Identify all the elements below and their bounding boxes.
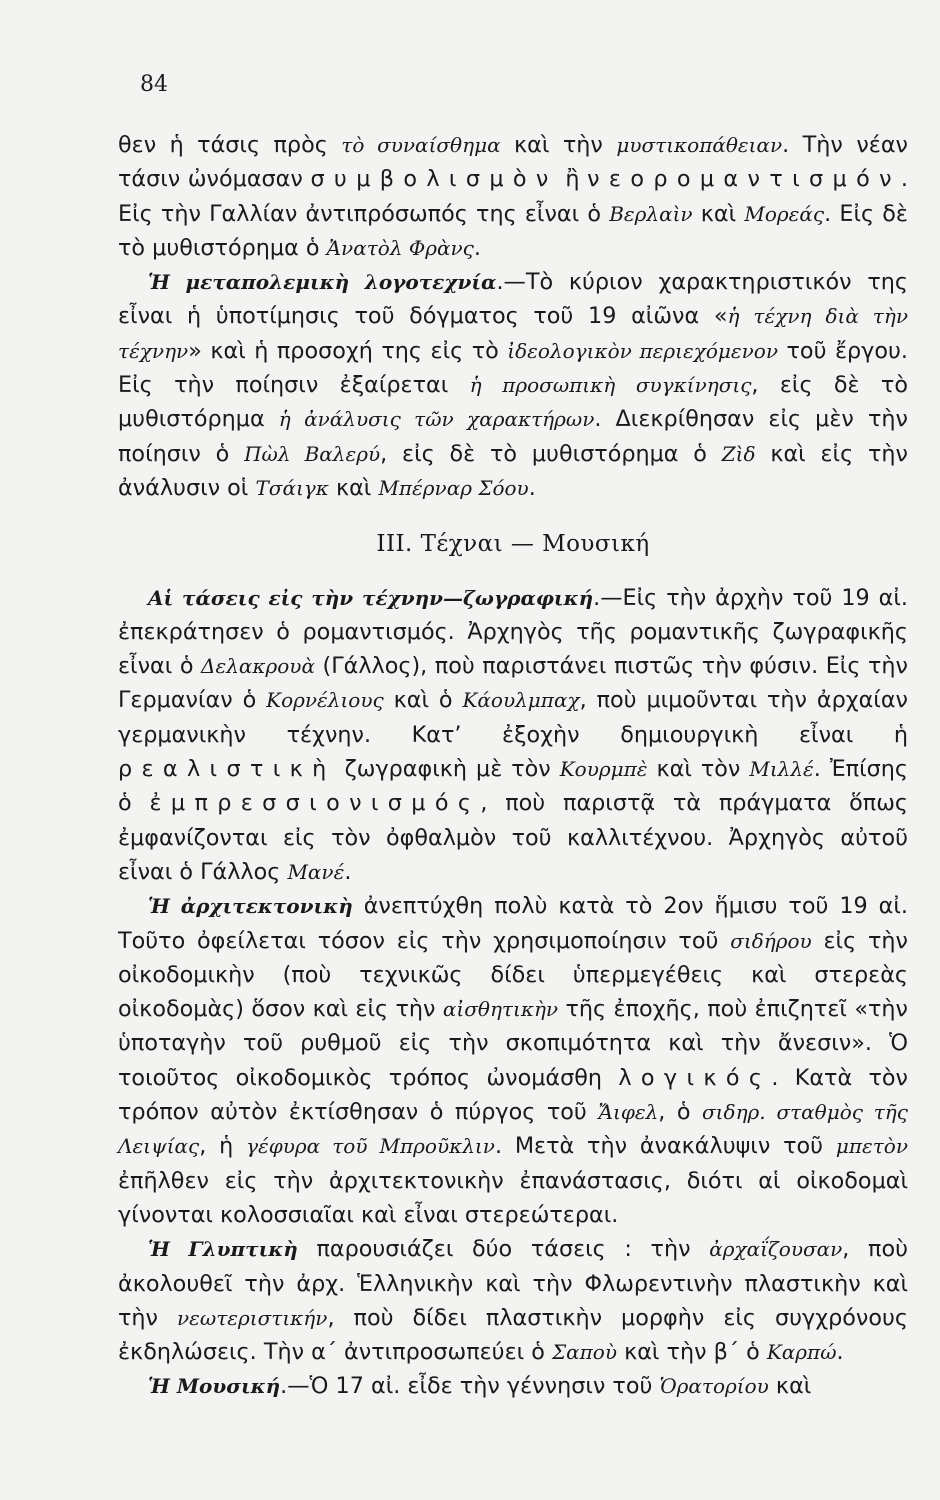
italic-term: ἡ προσωπικὴ συγκίνησις (469, 373, 752, 398)
text: . Διεκρίθησαν εἰς μὲν τὴν ποίησιν ὁ (118, 406, 908, 467)
text: » καὶ ἡ προσοχή της εἰς τὸ (188, 337, 508, 364)
italic-term: τὸ συναίσθημα (341, 133, 501, 157)
italic-term: αἰσθητικὴν (442, 997, 559, 1022)
text: , ποὺ ἀκολουθεῖ τὴν ἀρχ. Ἑλληνικὴν καὶ τὴν Φλωρεντινὴν πλαστικὴν καὶ τὴν (118, 1236, 908, 1331)
text: ἐπῆλθεν εἰς τὴν ἀρχιτεκτονικὴν ἐπανάστασις, διότι αἱ οἰκοδομαὶ γίνονται κολοσσιαῖαι καὶ εἶναι στερεώτεραι. (118, 1167, 908, 1228)
text: εἰς τὴν οἰκοδομικὴν (ποὺ τεχνικῶς δίδει ὑπερμεγέθεις καὶ στερεὰς οἰκοδομὰς) ὅσον καὶ εἰς τὴν (118, 927, 909, 1023)
italic-term: μπετὸν (835, 1134, 908, 1159)
text: καὶ τὴν (500, 132, 617, 158)
text: , εἰς δὲ τὸ μυθιστόρημα (118, 372, 908, 433)
italic-term: νεωτεριστικήν (177, 1305, 328, 1330)
paragraph-symbolism (118, 128, 908, 265)
text: θεν ἡ τάσις πρὸς (118, 132, 342, 158)
spaced-term: νεορομαντισμόν (587, 166, 901, 193)
paragraph-architecture (118, 889, 908, 1232)
text: καὶ (768, 1373, 812, 1400)
italic-name: Μορεάς (744, 201, 825, 226)
italic-name: Μιλλέ (749, 757, 814, 782)
italic-term: σιδήρου (730, 928, 812, 953)
spaced-term: συμβολισμὸν (310, 166, 558, 193)
text: καὶ εἰς τὴν ἀνάλυσιν οἱ (118, 440, 908, 501)
italic-name: Κάουλμπαχ (462, 688, 580, 713)
spaced-term: ἐμπρεσσιονισμός (149, 790, 481, 817)
paragraph-heading: Ἡ Μουσική (148, 1374, 281, 1399)
text: (Γάλλος), ποὺ παριστάνει πιστῶς τὴν φύσιν. Εἰς τὴν Γερμανίαν ὁ (118, 653, 908, 714)
italic-name: Πὼλ Βαλερύ (244, 441, 381, 466)
paragraph-postwar-literature (118, 265, 908, 505)
paragraph-music (118, 1369, 908, 1403)
text: . Ἐπίσης ὁ (118, 756, 908, 817)
text: ἢ (557, 166, 588, 193)
paragraph-heading: Ἡ Γλυπτικὴ (148, 1237, 298, 1262)
italic-name: Βερλαὶν (609, 201, 693, 226)
italic-name: Τσάιγκ (255, 475, 329, 500)
page-number: 84 (140, 72, 168, 97)
text: . (344, 858, 352, 885)
paragraph-heading: Ἡ ἀρχιτεκτονικὴ (148, 894, 353, 919)
text: καὶ ὁ (383, 687, 463, 714)
italic-name: Σαποὺ (551, 1340, 617, 1365)
italic-name: γέφυρα τοῦ Μπροῦκλιν (246, 1134, 495, 1159)
italic-term: μυστικοπάθειαν (616, 133, 783, 157)
text: . Μετὰ τὴν ἀνακάλυψιν τοῦ (494, 1133, 836, 1160)
text: , ποὺ παριστᾷ τὰ πράγματα ὅπως ἐμφανίζονται εἰς τὸν ὀφθαλμὸν τοῦ καλλιτέχνου. Ἀρχηγὸς αὐτοῦ εἶναι ὁ Γάλλος (118, 790, 908, 885)
body-text (118, 128, 908, 1404)
italic-name: Δελακρουὰ (201, 654, 315, 679)
text: . Τὴν νέαν τάσιν ὠνόμασαν (118, 132, 908, 193)
text: τοῦ ἔργου. Εἰς τὴν ποίησιν ἐξαίρεται (118, 337, 908, 399)
spaced-term: ρεαλιστικὴ (118, 756, 336, 783)
paragraph-heading: Ἡ μεταπολεμικὴ λογοτεχνία (148, 270, 497, 295)
italic-name: σιδηρ. σταθμὸς τῆς Λειψίας (118, 1100, 908, 1159)
italic-name: Ἄιφελ (598, 1100, 659, 1125)
text: , ποὺ μιμοῦνται τὴν ἀρχαίαν γερμανικὴν τέχνην. Κατ’ ἐξοχὴν δημιουργικὴ εἶναι ἡ (118, 687, 909, 748)
text: .—Ὁ 17 αἰ. εἶδε τὴν γέννησιν τοῦ (280, 1373, 660, 1400)
spaced-term: λογικός (618, 1064, 772, 1091)
text: , ποὺ δίδει πλαστικὴν μορφὴν εἰς συγχρόνους ἐκδηλώσεις. Τὴν α΄ ἀντιπροσωπεύει ὁ (118, 1304, 908, 1366)
text: . Εἰς δὲ τὸ μυθιστόρημα ὁ (118, 200, 908, 261)
text: . (473, 234, 481, 261)
text: .—Εἰς τὴν ἀρχὴν τοῦ 19 αἰ. ἐπεκράτησεν ὁ ρομαντισμός. Ἀρχηγὸς τῆς ρομαντικῆς ζωγραφικῆς εἶναι ὁ (118, 584, 908, 680)
italic-name: Ἀνατὸλ Φρὰνς (326, 235, 474, 260)
italic-name: Κορνέλιους (266, 688, 384, 713)
italic-term: ἀρχαΐζουσαν (709, 1237, 843, 1262)
text: καὶ τὴν β΄ ὁ (616, 1339, 767, 1366)
italic-name: Μπέρναρ Σόου (378, 475, 529, 500)
text: , ὁ (658, 1099, 703, 1126)
text: . Εἰς τὴν Γαλλίαν ἀντιπρόσωπός της εἶναι ὁ (118, 166, 908, 227)
italic-term: ἰδεολογικὸν περιεχόμενον (507, 338, 778, 363)
italic-term: ἡ τέχνη διὰ τὴν τέχνην (118, 304, 908, 363)
italic-name: Κουρμπὲ (559, 757, 648, 782)
text: ἀνεπτύχθη πολὺ κατὰ τὸ 2ον ἥμισυ τοῦ 19 αἰ. Τοῦτο ὀφείλεται τόσον εἰς τὴν χρησιμοποίησιν τοῦ (118, 893, 908, 954)
paragraph-painting (118, 581, 908, 890)
text: . (836, 1339, 844, 1366)
text: τῆς ἐποχῆς, ποὺ ἐπιζητεῖ «τὴν ὑποταγὴν τοῦ ρυθμοῦ εἰς τὴν σκοπιμότητα καὶ τὴν ἄνεσιν». Ὁ τοιοῦτος οἰκοδομικὸς τρόπος ὠνομάσθη (118, 996, 908, 1091)
text: καὶ τὸν (647, 756, 750, 783)
italic-name: Ζὶδ (721, 441, 756, 466)
text: . Κατὰ τὸν τρόπον αὐτὸν ἐκτίσθησαν ὁ πύργος τοῦ (118, 1064, 908, 1126)
text: καὶ (692, 200, 745, 227)
text: καὶ (328, 474, 379, 501)
text: ζωγραφικὴ μὲ τὸν (335, 756, 560, 783)
italic-name: Καρπώ (766, 1340, 837, 1365)
italic-term: ἡ ἀνάλυσις τῶν χαρακτήρων (278, 407, 595, 432)
paragraph-heading: Αἱ τάσεις εἰς τὴν τέχνην—ζωγραφική (148, 585, 594, 610)
italic-name: Μανέ (287, 859, 345, 884)
italic-term: Ὁρατορίου (659, 1374, 769, 1399)
text: . (528, 474, 536, 501)
paragraph-sculpture (118, 1232, 908, 1369)
text: παρουσιάζει δύο τάσεις : τὴν (297, 1236, 710, 1263)
text: , ἡ (199, 1133, 247, 1160)
text: , εἰς δὲ τὸ μυθιστόρημα ὁ (380, 440, 722, 467)
section-heading: ΙΙΙ. Τέχναι — Μουσική (376, 531, 650, 558)
text: .—Τὸ κύριον χαρακτηριστικόν της εἶναι ἡ ὑποτίμησις τοῦ δόγματος τοῦ 19 αἰῶνα « (118, 269, 908, 330)
